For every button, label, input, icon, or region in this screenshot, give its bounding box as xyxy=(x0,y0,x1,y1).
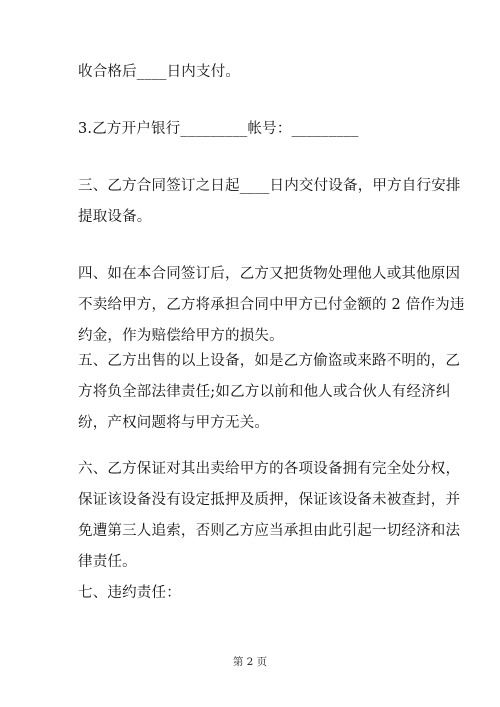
text-line: 保证该设备没有设定抵押及质押，保证该设备未被查封，并 xyxy=(78,492,461,508)
paragraph-clause-7-heading xyxy=(78,578,438,609)
text-line: 提取设备。 xyxy=(78,209,152,225)
text-line: 收合格后____日内支付。 xyxy=(78,64,241,80)
text-line: 七、违约责任： xyxy=(78,585,181,601)
page-number: 第 2 页 xyxy=(232,656,268,668)
paragraph-payment-terms xyxy=(78,57,438,88)
text-line: 免遭第三人追索，否则乙方应当承担由此引起一切经济和法 xyxy=(78,523,461,539)
text-line: 四、如在本合同签订后，乙方又把货物处理他人或其他原因 xyxy=(78,266,461,282)
text-line: 纷，产权问题将与甲方无关。 xyxy=(78,415,270,431)
text-line: 约金，作为赔偿给甲方的损失。 xyxy=(78,328,284,344)
text-line: 3.乙方开户银行_________帐号：_________ xyxy=(78,121,359,137)
text-line: 三、乙方合同签订之日起____日内交付设备，甲方自行安排 xyxy=(78,178,461,194)
text-line: 不卖给甲方，乙方将承担合同中甲方已付金额的 2 倍作为违 xyxy=(78,297,465,313)
text-line: 方将负全部法律责任;如乙方以前和他人或合伙人有经济纠 xyxy=(78,384,451,400)
paragraph-clause-6 xyxy=(78,454,461,578)
text-line: 六、乙方保证对其出卖给甲方的各项设备拥有完全处分权， xyxy=(78,461,461,477)
paragraph-clause-4 xyxy=(78,259,465,352)
paragraph-clause-5 xyxy=(78,346,461,439)
paragraph-bank-account xyxy=(78,114,438,145)
text-line: 五、乙方出售的以上设备，如是乙方偷盗或来路不明的，乙 xyxy=(78,353,461,369)
paragraph-clause-3 xyxy=(78,171,461,233)
text-line: 律责任。 xyxy=(78,554,137,570)
